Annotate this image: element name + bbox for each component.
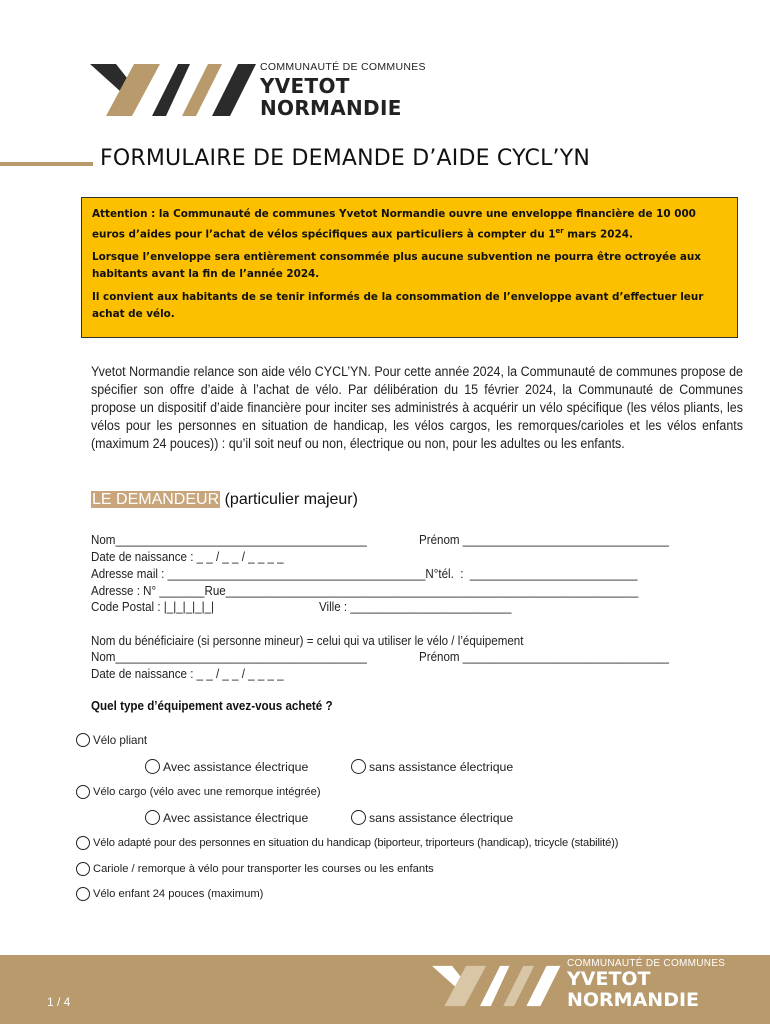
option-velo-enfant[interactable] xyxy=(76,887,263,901)
footer-logo-name-2: NORMANDIE xyxy=(567,989,700,1011)
option-label: sans assistance électrique xyxy=(369,759,514,774)
title-accent-bar xyxy=(0,162,93,166)
radio-circle-icon[interactable] xyxy=(145,759,160,774)
option-pliant-sans-assistance[interactable] xyxy=(351,759,513,774)
equipment-question: Quel type d’équipement avez-vous acheté ? xyxy=(91,699,333,713)
radio-circle-icon[interactable] xyxy=(76,785,90,799)
header-logo xyxy=(90,58,450,122)
option-label: Vélo pliant xyxy=(93,733,148,747)
option-cargo-avec-assistance[interactable] xyxy=(145,810,308,825)
attention-notice xyxy=(81,197,738,338)
option-velo-cargo[interactable] xyxy=(76,785,321,799)
section-heading-demandeur xyxy=(91,491,358,509)
field-date-naissance-beneficiaire[interactable]: Date de naissance : _ _ / _ _ / _ _ _ _ xyxy=(91,667,284,681)
option-pliant-avec-assistance[interactable] xyxy=(145,759,308,774)
radio-circle-icon[interactable] xyxy=(145,810,160,825)
logo-subtitle: COMMUNAUTÉ DE COMMUNES xyxy=(260,61,426,73)
page-number: 1 / 4 xyxy=(47,995,71,1009)
radio-circle-icon[interactable] xyxy=(76,733,90,747)
radio-circle-icon[interactable] xyxy=(76,887,90,901)
beneficiaire-label: Nom du bénéficiaire (si personne mineur) = celui qui va utiliser le vélo / l’équipement xyxy=(91,634,524,648)
radio-circle-icon[interactable] xyxy=(351,810,366,825)
page-footer xyxy=(0,955,770,1024)
footer-logo-name-1: YVETOT xyxy=(567,968,651,990)
yn-logo-mark xyxy=(90,58,258,122)
field-ville[interactable]: Ville : _________________________ xyxy=(319,600,512,614)
field-adresse[interactable]: Adresse : N° _______Rue________________________________________________________________ xyxy=(91,584,639,598)
section-heading-highlight: LE DEMANDEUR xyxy=(92,491,220,508)
option-label: sans assistance électrique xyxy=(369,810,514,825)
logo-name-line2: NORMANDIE xyxy=(260,96,402,120)
option-cariole-remorque[interactable] xyxy=(76,862,434,876)
radio-circle-icon[interactable] xyxy=(76,836,90,850)
field-prenom[interactable]: Prénom ________________________________ xyxy=(419,533,669,547)
option-label: Vélo enfant 24 pouces (maximum) xyxy=(93,888,264,900)
page-title: FORMULAIRE DE DEMANDE D’AIDE CYCL’YN xyxy=(100,146,591,171)
option-label: Vélo adapté pour des personnes en situation du handicap (biporteur, triporteurs (handicap), tricycle (stabilité)) xyxy=(93,837,619,849)
notice-paragraph-1: Attention : la Communauté de communes Yvetot Normandie ouvre une enveloppe financière de 10 000 euros d’aides pour l’achat de vélos spécifiques aux particuliers à compter du 1er mars 2024. xyxy=(92,208,696,241)
option-label: Vélo cargo (vélo avec une remorque intégrée) xyxy=(93,786,321,798)
option-label: Avec assistance électrique xyxy=(163,759,309,774)
option-label: Avec assistance électrique xyxy=(163,810,309,825)
option-velo-pliant[interactable] xyxy=(76,733,147,747)
field-nom[interactable]: Nom_______________________________________ xyxy=(91,533,367,547)
field-code-postal[interactable]: Code Postal : |_|_|_|_|_| xyxy=(91,600,215,614)
field-email-tel[interactable]: Adresse mail : ________________________________________N°tél. : __________________________ xyxy=(91,567,638,581)
intro-paragraph: Yvetot Normandie relance son aide vélo CYCL’YN. Pour cette année 2024, la Communauté de communes propose de spécifier son offre d’aide à l’achat de vélo. Par délibération du 15 février 2024, la Communauté de Communes propose un dispositif d’aide financière pour inciter ses administrés à acquérir un vélo spécifique (les vélos pliants, les vélos pour les personnes en situation de handicap, les vélos cargos, les remorques/carioles et les vélos enfants (maximum 24 pouces)) : qu’il soit neuf ou non, électrique ou non, pour les adultes ou les enfants. xyxy=(91,364,743,451)
notice-paragraph-3: Il convient aux habitants de se tenir informés de la consommation de l’enveloppe avant d’effectuer leur achat de vélo. xyxy=(92,291,704,321)
option-cargo-sans-assistance[interactable] xyxy=(351,810,513,825)
footer-logo-subtitle: COMMUNAUTÉ DE COMMUNES xyxy=(567,958,726,969)
logo-name-line1: YVETOT xyxy=(260,74,350,98)
field-prenom-beneficiaire[interactable]: Prénom ________________________________ xyxy=(419,650,669,664)
option-label: Cariole / remorque à vélo pour transporter les courses ou les enfants xyxy=(93,863,434,875)
yn-logo-mark-footer xyxy=(432,961,562,1011)
notice-paragraph-2: Lorsque l’enveloppe sera entièrement consommée plus aucune subvention ne pourra être octroyée aux habitants avant la fin de l’année 2024. xyxy=(92,251,701,281)
field-nom-beneficiaire[interactable]: Nom_______________________________________ xyxy=(91,650,367,664)
section-heading-rest: (particulier majeur) xyxy=(220,491,358,508)
option-velo-handicap[interactable] xyxy=(76,836,618,850)
radio-circle-icon[interactable] xyxy=(76,862,90,876)
radio-circle-icon[interactable] xyxy=(351,759,366,774)
field-date-naissance[interactable]: Date de naissance : _ _ / _ _ / _ _ _ _ xyxy=(91,550,284,564)
